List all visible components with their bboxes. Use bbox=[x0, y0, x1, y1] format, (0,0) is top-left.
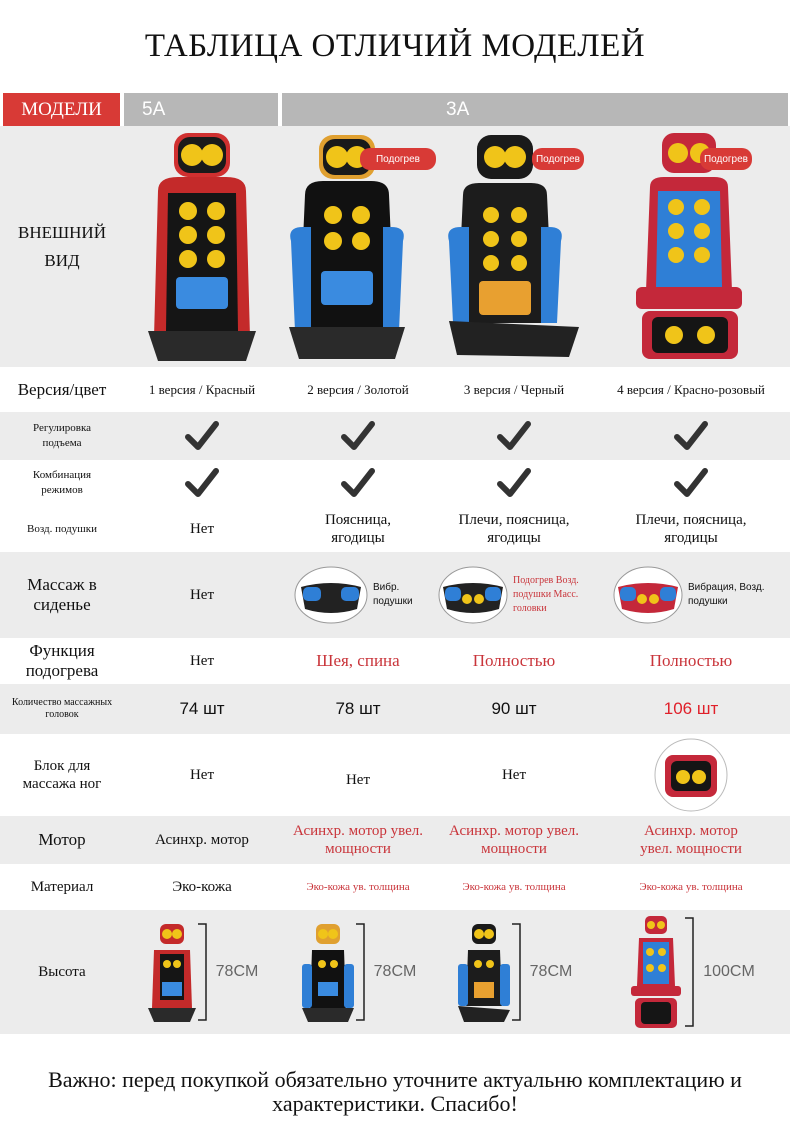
seat-massage-3 bbox=[436, 552, 592, 638]
material-label: Материал bbox=[30, 878, 94, 895]
height-bracket-icon bbox=[512, 923, 522, 1021]
heads-1: 74 шт bbox=[179, 699, 225, 718]
motor-label: Мотор bbox=[38, 830, 86, 849]
height-3 bbox=[436, 910, 592, 1034]
material-3: Эко-кожа ув. толщина bbox=[462, 881, 566, 893]
checkmark-icon bbox=[592, 412, 790, 460]
checkmark-icon bbox=[436, 460, 592, 506]
foot-4 bbox=[592, 734, 790, 816]
heads-3: 90 шт bbox=[491, 699, 537, 718]
foot-label: Блок для массажа ног bbox=[22, 758, 102, 792]
motor-4: Асинхр. мотор увел. мощности bbox=[640, 823, 742, 857]
foot-1: Нет bbox=[189, 766, 215, 783]
height-value-1: 78CM bbox=[215, 963, 259, 980]
row-heads bbox=[0, 684, 790, 734]
height-value-4: 100CM bbox=[703, 963, 755, 980]
models-header: МОДЕЛИ bbox=[3, 93, 120, 126]
heads-label: Количество массажных головок bbox=[11, 697, 113, 720]
material-2: Эко-кожа ув. толщина bbox=[306, 881, 410, 893]
massage-chair-image bbox=[146, 920, 198, 1024]
row-height bbox=[0, 910, 790, 1034]
row-airbags bbox=[0, 506, 790, 552]
version-4: 4 версия / Красно-розовый bbox=[617, 381, 765, 397]
height-2 bbox=[280, 910, 436, 1034]
row-foot bbox=[0, 734, 790, 816]
height-value-3: 78CM bbox=[529, 963, 573, 980]
height-bracket-icon bbox=[356, 923, 366, 1021]
airbags-label: Возд. подушки bbox=[27, 522, 97, 535]
seat-cushion-image bbox=[612, 565, 684, 625]
page-title: ТАБЛИЦА ОТЛИЧИЙ МОДЕЛЕЙ bbox=[144, 28, 646, 64]
motor-2: Асинхр. мотор увел. мощности bbox=[293, 823, 423, 857]
seat-massage-4-note: Вибрация, Возд. подушки bbox=[688, 582, 765, 607]
height-value-2: 78CM bbox=[373, 963, 417, 980]
seat-massage-label: Массаж в сиденье bbox=[27, 575, 97, 614]
lift-label: Регулировка подъема bbox=[32, 422, 91, 449]
foot-3: Нет bbox=[501, 766, 527, 783]
massage-chair-image bbox=[300, 920, 356, 1024]
airbags-4: Плечи, поясница, ягодицы bbox=[635, 512, 747, 546]
motor-3: Асинхр. мотор увел. мощности bbox=[449, 823, 579, 857]
material-4: Эко-кожа ув. толщина bbox=[639, 881, 743, 893]
appearance-label: ВНЕШНИЙ ВИД bbox=[18, 222, 106, 270]
row-lift bbox=[0, 412, 790, 460]
height-bracket-icon bbox=[685, 917, 695, 1027]
row-seat-massage bbox=[0, 552, 790, 638]
massage-chair-image bbox=[456, 920, 512, 1024]
checkmark-icon bbox=[280, 412, 436, 460]
row-appearance bbox=[0, 126, 790, 367]
row-material bbox=[0, 864, 790, 910]
group-5a-header: 5A bbox=[124, 93, 278, 126]
version-3: 3 версия / Черный bbox=[463, 381, 565, 397]
checkmark-icon bbox=[436, 412, 592, 460]
seat-massage-3-note: Подогрев Возд. подушки Масс. головки bbox=[513, 575, 579, 614]
group-3a-header: 3A bbox=[282, 93, 788, 126]
modes-label: Комбинация режимов bbox=[32, 469, 92, 496]
seat-massage-2-note: Вибр. подушки bbox=[373, 582, 413, 607]
heating-2: Шея, спина bbox=[316, 651, 400, 670]
checkmark-icon bbox=[124, 460, 280, 506]
chair-image-red-pink bbox=[592, 126, 790, 367]
version-1: 1 версия / Красный bbox=[148, 381, 256, 397]
height-label: Высота bbox=[38, 963, 86, 980]
height-bracket-icon bbox=[198, 923, 208, 1021]
heat-badge-4: Подогрев bbox=[700, 148, 752, 170]
seat-cushion-image bbox=[437, 565, 509, 625]
row-motor bbox=[0, 816, 790, 864]
version-2: 2 версия / Золотой bbox=[307, 381, 409, 397]
height-4 bbox=[592, 910, 790, 1034]
checkmark-icon bbox=[280, 460, 436, 506]
seat-massage-1: Нет bbox=[189, 586, 215, 603]
seat-massage-4 bbox=[592, 552, 790, 638]
heads-2: 78 шт bbox=[335, 699, 381, 718]
row-heating bbox=[0, 638, 790, 684]
foot-2: Нет bbox=[345, 771, 371, 788]
checkmark-icon bbox=[592, 460, 790, 506]
motor-1: Асинхр. мотор bbox=[155, 831, 249, 848]
airbags-3: Плечи, поясница, ягодицы bbox=[458, 512, 570, 546]
heating-1: Нет bbox=[189, 652, 215, 669]
seat-cushion-image bbox=[293, 565, 369, 625]
height-1 bbox=[124, 910, 280, 1034]
row-modes bbox=[0, 460, 790, 506]
heads-4: 106 шт bbox=[663, 699, 719, 718]
version-label: Версия/цвет bbox=[17, 379, 107, 399]
foot-massager-image bbox=[653, 737, 729, 813]
heating-3: Полностью bbox=[472, 651, 556, 670]
airbags-1: Нет bbox=[189, 520, 215, 537]
heating-label: Функция подогрева bbox=[25, 641, 99, 680]
material-1: Эко-кожа bbox=[172, 878, 232, 895]
seat-massage-2 bbox=[280, 552, 436, 638]
row-version bbox=[0, 367, 790, 412]
heating-4: Полностью bbox=[649, 651, 733, 670]
important-note: Важно: перед покупкой обязательно уточните актуальню комплектацию и характеристики. Спасибо! bbox=[48, 1067, 742, 1116]
heat-badge-3: Подогрев bbox=[532, 148, 584, 170]
massage-chair-image bbox=[627, 914, 685, 1030]
checkmark-icon bbox=[124, 412, 280, 460]
chair-image-red bbox=[124, 126, 280, 367]
airbags-2: Поясница, ягодицы bbox=[324, 512, 392, 546]
heat-badge-2: Подогрев bbox=[360, 148, 436, 170]
